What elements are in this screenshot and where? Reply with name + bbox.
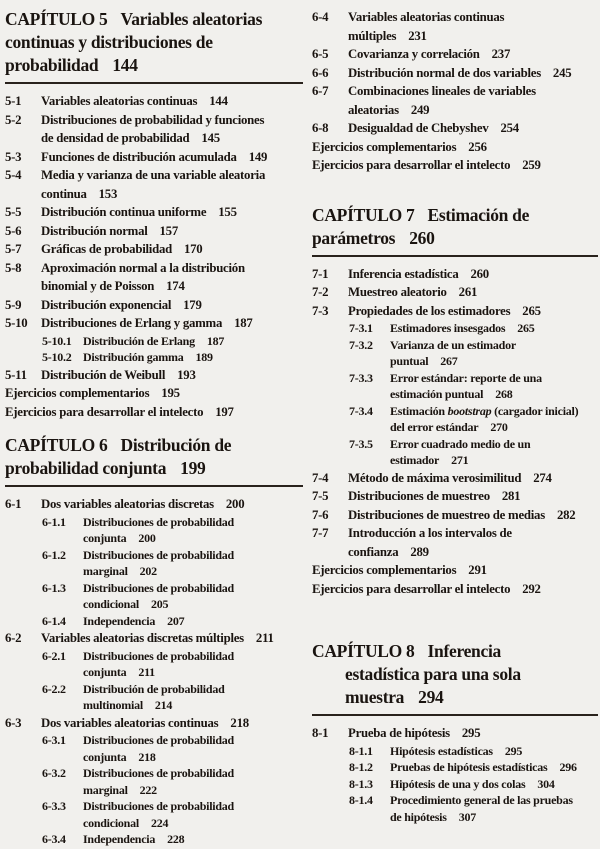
- entry-line: del error estándar 270: [390, 420, 508, 434]
- entry-page-number: 157: [159, 223, 178, 238]
- entry-number: 6-1.2: [42, 547, 66, 562]
- toc-entry: [5, 259, 303, 296]
- entries-group: [5, 495, 303, 848]
- chapter-heading-ch6: [5, 434, 303, 487]
- entry-page-number: 267: [440, 354, 458, 368]
- entry-page-number: 222: [139, 782, 157, 797]
- toc-entry: [5, 92, 303, 111]
- entry-page-number: 195: [161, 386, 180, 400]
- toc-entry: [5, 203, 303, 222]
- entry-number: 5-4: [5, 168, 22, 182]
- entry-number: 7-3.2: [349, 337, 373, 352]
- toc-entry: [312, 469, 598, 488]
- entry-page-number: 214: [154, 698, 173, 712]
- entry-number: 6-2.1: [42, 648, 66, 663]
- entry-line: Covarianza y correlación 237: [348, 47, 511, 61]
- column-right: [312, 8, 598, 848]
- toc-entry: [5, 648, 303, 681]
- toc-entry: [312, 776, 598, 793]
- toc-entry: [5, 495, 303, 514]
- entry-number: 6-4: [312, 10, 329, 24]
- entry-line: Distribución de Weibull 193: [41, 367, 196, 382]
- chapter-heading-ch8: [312, 640, 598, 716]
- entry-page-number: 211: [255, 631, 274, 645]
- entry-line: puntual 267: [390, 354, 458, 368]
- entry-page-number: 155: [218, 205, 237, 219]
- entry-page-number: 149: [248, 149, 268, 164]
- chapter-page-number: 144: [112, 55, 138, 75]
- entry-line: Propiedades de los estimadores 265: [348, 303, 541, 318]
- entry-line: Distribuciones de muestreo 281: [348, 489, 521, 503]
- entry-page-number: 193: [177, 367, 196, 382]
- entry-number: 6-5: [312, 47, 329, 61]
- entry-number: 5-3: [5, 149, 22, 164]
- chapter-title-line: [312, 640, 598, 663]
- chapter-title-line: [312, 227, 598, 250]
- entry-number: 6-3.2: [42, 766, 66, 780]
- entry-line: Distribuciones de probabilidad y funciones: [41, 112, 265, 127]
- entry-number: 6-2: [5, 631, 22, 645]
- entry-page-number: 224: [150, 815, 169, 830]
- entry-number: 6-3.1: [42, 733, 66, 747]
- entry-page-number: 179: [183, 297, 202, 312]
- entry-page-number: 271: [451, 453, 469, 467]
- entry-line: conjunta 200: [83, 531, 156, 545]
- entry-line: Distribución de probabilidad: [83, 681, 225, 696]
- entry-line: Distribuciones de muestreo de medias 282: [348, 507, 576, 522]
- entry-number: 7-3.5: [349, 436, 373, 451]
- entry-number: 6-3.4: [42, 832, 66, 846]
- entry-page-number: 228: [167, 832, 185, 846]
- entry-number: 7-5: [312, 489, 329, 503]
- entry-page-number: 200: [138, 531, 156, 545]
- entry-line: marginal 202: [83, 564, 157, 578]
- entry-line: Distribuciones de Erlang y gamma 187: [41, 316, 253, 330]
- entry-line: Procedimiento general de las pruebas: [390, 793, 573, 807]
- entry-line: Hipótesis de una y dos colas 304: [390, 776, 555, 791]
- toc-entry: [5, 798, 303, 831]
- entry-page-number: 237: [491, 47, 511, 61]
- entry-line: Varianza de un estimador: [390, 337, 516, 352]
- entry-page-number: 292: [522, 581, 541, 596]
- entry-line: estimación puntual 268: [390, 387, 513, 401]
- entry-page-number: 296: [559, 760, 577, 774]
- toc-entry: [312, 302, 598, 321]
- column-left: [5, 8, 303, 848]
- toc-entry: [312, 265, 598, 284]
- entry-number: 6-1: [5, 497, 22, 511]
- chapter-title-line: [312, 663, 598, 686]
- toc-entry: [5, 547, 303, 580]
- entry-page-number: 291: [468, 563, 487, 577]
- toc-entry: [312, 436, 598, 469]
- entry-number: 8-1.1: [349, 743, 373, 758]
- toc-entry: [5, 831, 303, 848]
- entry-number: 5-9: [5, 297, 22, 312]
- toc-entry: [5, 222, 303, 241]
- chapter-title-line: [312, 686, 598, 709]
- entry-number: 6-1.3: [42, 580, 66, 595]
- entry-line: Prueba de hipótesis 295: [348, 726, 481, 740]
- chapter-page-number: 294: [418, 687, 444, 707]
- chapter-label: CAPÍTULO 6: [5, 435, 108, 455]
- entry-line: Ejercicios complementarios 291: [312, 563, 487, 577]
- entry-line: conjunta 211: [83, 665, 155, 679]
- entry-line: Muestreo aleatorio 261: [348, 285, 478, 299]
- entries-group: [5, 92, 303, 421]
- entry-number: 5-1: [5, 94, 22, 108]
- entry-number: 8-1.4: [349, 793, 373, 807]
- entry-line: Método de máxima verosimilitud 274: [348, 470, 552, 485]
- toc-entry: [5, 765, 303, 798]
- entry-line: múltiples 231: [348, 28, 427, 43]
- entry-line: Distribuciones de probabilidad: [83, 799, 234, 813]
- entry-line: Pruebas de hipótesis estadísticas 296: [390, 760, 577, 774]
- entry-line: aleatorias 249: [348, 102, 430, 117]
- entry-line: Distribución exponencial 179: [41, 297, 202, 312]
- chapter-title-text: estadística para una sola: [345, 664, 521, 684]
- entry-line: condicional 224: [83, 815, 169, 830]
- chapter-title-line: [5, 31, 303, 54]
- chapter-title-text: probabilidad conjunta: [5, 458, 167, 478]
- toc-entry: [312, 487, 598, 506]
- entry-line: Inferencia estadística 260: [348, 266, 489, 281]
- chapter-label: CAPÍTULO 8: [312, 641, 415, 661]
- entry-line: Dos variables aleatorias discretas 200: [41, 497, 245, 511]
- entry-page-number: 144: [209, 94, 228, 108]
- entry-line: Variables aleatorias continuas: [348, 10, 505, 24]
- entry-number: 6-2.2: [42, 681, 66, 696]
- entry-line: Variables aleatorias discretas múltiples 211: [41, 631, 274, 645]
- toc-entry: [5, 349, 303, 366]
- chapter-title-text: Variables aleatorias: [120, 9, 263, 29]
- entry-line: Error cuadrado medio de un: [390, 436, 531, 451]
- toc-entry: [5, 384, 303, 403]
- entry-page-number: 295: [504, 743, 523, 758]
- entry-line: Ejercicios para desarrollar el intelecto 197: [5, 404, 234, 419]
- entry-line: Dos variables aleatorias continuas 218: [41, 715, 249, 730]
- toc-entry: [5, 296, 303, 315]
- entry-page-number: 187: [206, 333, 225, 348]
- toc-entry: [5, 111, 303, 148]
- entry-line: Media y varianza de una variable aleatoria: [41, 168, 266, 182]
- chapter-heading-ch5: [5, 8, 303, 84]
- toc-entry: [5, 166, 303, 203]
- toc-entry: [5, 148, 303, 167]
- entry-line: Aproximación normal a la distribución: [41, 260, 245, 275]
- toc-entry: [312, 45, 598, 64]
- toc-entry: [312, 759, 598, 776]
- entry-page-number: 174: [166, 279, 185, 293]
- entry-page-number: 245: [552, 65, 572, 80]
- entry-number: 6-3.3: [42, 799, 66, 813]
- entry-page-number: 202: [139, 564, 157, 578]
- entry-line: de hipótesis 307: [390, 809, 476, 824]
- entry-page-number: 260: [470, 266, 489, 281]
- toc-entry: [312, 138, 598, 157]
- entry-number: 7-3.1: [349, 321, 373, 335]
- entry-line: Hipótesis estadísticas 295: [390, 743, 523, 758]
- entry-line: Ejercicios para desarrollar el intelecto 292: [312, 581, 541, 596]
- toc-entry: [5, 240, 303, 259]
- entry-number: 5-2: [5, 112, 22, 127]
- toc-entry: [312, 792, 598, 825]
- entry-number: 7-7: [312, 526, 329, 540]
- entry-page-number: 304: [537, 776, 555, 791]
- chapter-title-text: probabilidad: [5, 55, 99, 75]
- entry-line: Gráficas de probabilidad 170: [41, 242, 203, 256]
- entry-line: Ejercicios complementarios 195: [5, 386, 180, 400]
- entry-number: 6-8: [312, 121, 329, 135]
- entry-line: Distribuciones de probabilidad: [83, 514, 234, 529]
- entry-line: Distribución gamma 189: [83, 350, 213, 364]
- toc-entry: [5, 629, 303, 648]
- chapter-page-number: 260: [409, 227, 435, 248]
- entry-line: Distribuciones de probabilidad: [83, 733, 234, 747]
- entry-page-number: 289: [410, 544, 429, 559]
- entry-page-number: 205: [150, 597, 169, 611]
- entry-line: Ejercicios complementarios 256: [312, 139, 487, 154]
- toc-entry: [312, 524, 598, 561]
- entry-number: 6-3: [5, 715, 22, 730]
- chapter-title-text: parámetros: [312, 227, 396, 248]
- entry-number: 6-7: [312, 84, 329, 98]
- entry-page-number: 270: [490, 420, 508, 434]
- toc-entry: [312, 119, 598, 138]
- entry-line: Variables aleatorias continuas 144: [41, 94, 228, 108]
- entry-page-number: 218: [138, 749, 156, 764]
- entry-line: Estimadores insesgados 265: [390, 321, 535, 335]
- entry-number: 7-4: [312, 470, 329, 485]
- entry-line: continua 153: [41, 186, 118, 201]
- toc-entry: [312, 743, 598, 760]
- entry-line: Distribuciones de probabilidad: [83, 580, 234, 595]
- entry-number: 5-10.2: [42, 350, 72, 364]
- entry-line: binomial y de Poisson 174: [41, 279, 185, 293]
- entry-page-number: 268: [495, 387, 513, 401]
- toc-entry: [5, 732, 303, 765]
- entry-page-number: 274: [533, 470, 552, 485]
- entry-number: 5-8: [5, 260, 22, 275]
- entry-line: Funciones de distribución acumulada 149: [41, 149, 268, 164]
- entry-page-number: 249: [410, 102, 430, 117]
- entry-line: multinomial 214: [83, 698, 173, 712]
- entry-line: Distribución normal 157: [41, 223, 178, 238]
- toc-entry: [312, 64, 598, 83]
- chapter-title-line: [5, 457, 303, 480]
- entry-number: 8-1.3: [349, 776, 373, 791]
- entry-page-number: 189: [195, 350, 213, 364]
- entry-number: 5-11: [5, 367, 27, 382]
- toc-entry: [312, 724, 598, 743]
- entry-page-number: 197: [215, 404, 234, 419]
- entry-line: Distribución continua uniforme 155: [41, 205, 237, 219]
- entry-line: conjunta 218: [83, 749, 156, 764]
- chapter-title-text: Estimación de: [427, 204, 530, 225]
- toc-entry: [312, 156, 598, 175]
- entry-page-number: 307: [458, 809, 476, 824]
- entry-page-number: 218: [230, 715, 249, 730]
- entry-page-number: 261: [458, 285, 478, 299]
- entries-group: [312, 8, 598, 175]
- entry-number: 7-6: [312, 507, 329, 522]
- entry-number: 8-1.2: [349, 760, 373, 774]
- entry-page-number: 170: [184, 242, 203, 256]
- entry-page-number: 295: [461, 726, 481, 740]
- entry-page-number: 153: [98, 186, 118, 201]
- entry-number: 7-3.3: [349, 370, 373, 385]
- entry-number: 5-10: [5, 316, 28, 330]
- toc-entry: [312, 580, 598, 599]
- toc-entry: [5, 514, 303, 547]
- entry-line: Error estándar: reporte de una: [390, 370, 542, 385]
- entry-number: 6-1.4: [42, 613, 66, 628]
- entry-number: 5-10.1: [42, 333, 72, 348]
- toc-entry: [312, 283, 598, 302]
- toc-entry: [312, 8, 598, 45]
- chapter-title-line: [5, 54, 303, 77]
- chapter-label: CAPÍTULO 5: [5, 9, 108, 29]
- chapter-title-line: [5, 8, 303, 31]
- entry-line: condicional 205: [83, 597, 169, 611]
- chapter-title-text: Distribución de: [120, 435, 232, 455]
- toc-entry: [5, 613, 303, 630]
- toc-entry: [312, 506, 598, 525]
- entry-page-number: 200: [225, 497, 245, 511]
- toc-entry: [5, 714, 303, 733]
- entry-line: Distribución normal de dos variables 245: [348, 65, 572, 80]
- entry-line: Distribuciones de probabilidad: [83, 766, 234, 780]
- entry-number: 7-1: [312, 266, 329, 281]
- entry-line: Distribución de Erlang 187: [83, 333, 225, 348]
- toc-entry: [312, 337, 598, 370]
- entry-page-number: 265: [517, 321, 535, 335]
- entry-line: confianza 289: [348, 544, 429, 559]
- chapter-label: CAPÍTULO 7: [312, 204, 415, 225]
- entry-line: Estimación bootstrap (cargador inicial): [390, 403, 579, 418]
- toc-entry: [5, 580, 303, 613]
- entry-page-number: 254: [500, 121, 519, 135]
- entry-line: Distribuciones de probabilidad: [83, 648, 234, 663]
- chapter-heading-ch7: [312, 204, 598, 257]
- entry-line: estimador 271: [390, 453, 469, 467]
- toc-entry: [312, 561, 598, 580]
- entry-line: de densidad de probabilidad 145: [41, 131, 220, 145]
- entry-number: 7-2: [312, 285, 329, 299]
- chapter-title-text: muestra: [345, 687, 405, 707]
- entry-page-number: 281: [501, 489, 521, 503]
- entry-line: marginal 222: [83, 782, 157, 797]
- entry-page-number: 259: [522, 158, 541, 172]
- chapter-title-line: [312, 204, 598, 227]
- entry-number: 6-1.1: [42, 514, 66, 529]
- toc-entry: [5, 366, 303, 385]
- entry-number: 5-5: [5, 205, 22, 219]
- chapter-title-text: continuas y distribuciones de: [5, 32, 213, 52]
- entry-number: 7-3: [312, 303, 329, 318]
- entry-page-number: 265: [522, 303, 541, 318]
- entry-line: Ejercicios para desarrollar el intelecto 259: [312, 158, 541, 172]
- entry-page-number: 187: [234, 316, 253, 330]
- entry-page-number: 231: [408, 28, 427, 43]
- entries-group: [312, 724, 598, 825]
- toc-entry: [312, 370, 598, 403]
- toc-entry: [5, 681, 303, 714]
- entry-line: Introducción a los intervalos de: [348, 526, 512, 540]
- entry-page-number: 282: [556, 507, 576, 522]
- toc-entry: [312, 320, 598, 337]
- toc-entry: [5, 333, 303, 350]
- toc-entry: [312, 403, 598, 436]
- entry-line: Combinaciones lineales de variables: [348, 84, 536, 98]
- entry-line: Independencia 228: [83, 832, 185, 846]
- entry-line: Desigualdad de Chebyshev 254: [348, 121, 519, 135]
- entry-page-number: 207: [167, 613, 185, 628]
- entries-group: [312, 265, 598, 599]
- entry-number: 7-3.4: [349, 403, 373, 418]
- chapter-title-text: Inferencia: [427, 641, 501, 661]
- toc-entry: [5, 403, 303, 422]
- toc-entry: [5, 314, 303, 333]
- toc-entry: [312, 82, 598, 119]
- entry-page-number: 256: [468, 139, 487, 154]
- entry-line: Independencia 207: [83, 613, 185, 628]
- entry-number: 8-1: [312, 726, 329, 740]
- entry-page-number: 211: [138, 665, 155, 679]
- chapter-title-line: [5, 434, 303, 457]
- entry-number: 6-6: [312, 65, 329, 80]
- entry-line: Distribuciones de probabilidad: [83, 547, 234, 562]
- entry-number: 5-7: [5, 242, 22, 256]
- chapter-page-number: 199: [180, 458, 206, 478]
- entry-page-number: 145: [201, 131, 220, 145]
- entry-number: 5-6: [5, 223, 22, 238]
